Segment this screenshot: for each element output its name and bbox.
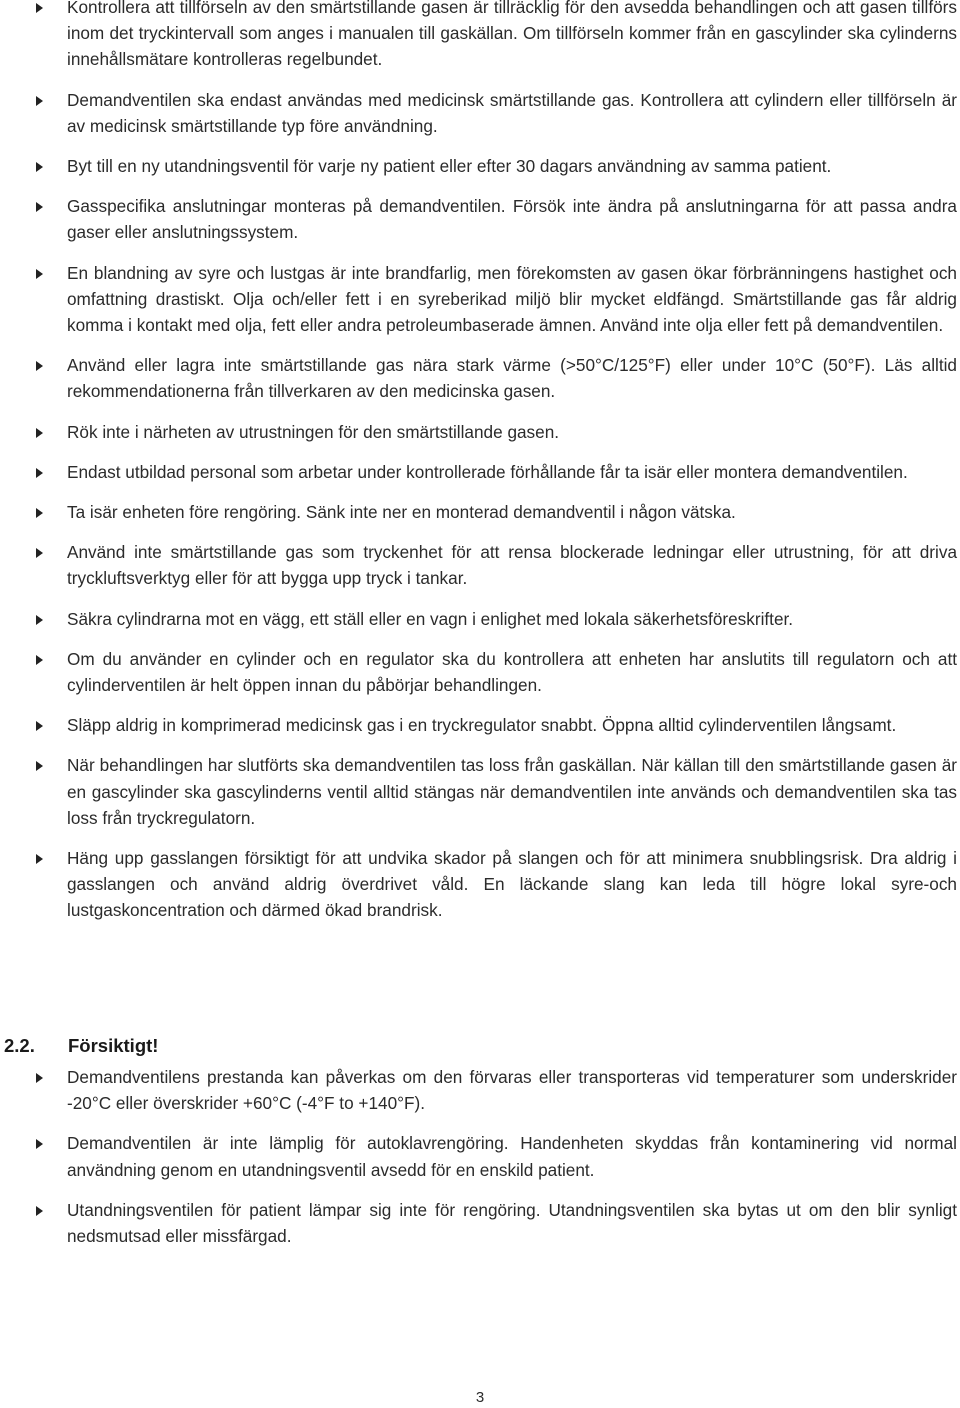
triangle-bullet-icon	[36, 548, 43, 558]
list-item-text: Säkra cylindrarna mot en vägg, ett ställ eller en vagn i enlighet med lokala säkerhetsföreskrifter.	[67, 608, 794, 629]
triangle-bullet-icon	[36, 854, 43, 864]
triangle-bullet-icon	[36, 508, 43, 518]
triangle-bullet-icon	[36, 1139, 43, 1149]
list-item	[0, 499, 960, 525]
list-item-text: Ta isär enheten före rengöring. Sänk inte ner en monterad demandventil i någon vätska.	[67, 502, 736, 523]
section-heading	[4, 1035, 158, 1057]
triangle-bullet-icon	[36, 202, 43, 212]
triangle-bullet-icon	[36, 1073, 43, 1083]
triangle-bullet-icon	[36, 269, 43, 279]
list-item-text: Om du använder en cylinder och en regulator ska du kontrollera att enheten har anslutits till regulatorn och att cylinderventilen är helt öppen innan du påbörjar behandlingen.	[67, 648, 957, 696]
section-title: Försiktigt!	[68, 1035, 159, 1056]
list-item-text: En blandning av syre och lustgas är inte brandfarlig, men förekomsten av gasen ökar förbränningens hastighet och omfattning drastiskt. Olja och/eller fett i en syreberikad miljö blir mycket eldfängd. Smärtstillande gas får aldrig komma i kontakt med olja, fett eller andra petroleumbaserade ämnen. Använd inte olja eller fett på demandventilen.	[67, 262, 957, 336]
list-item	[0, 0, 960, 73]
list-item	[0, 87, 960, 139]
list-item-text: Använd inte smärtstillande gas som tryckenhet för att rensa blockerade ledningar eller utrustning, för att driva tryckluftsverktyg eller för att bygga upp tryck i tankar.	[67, 542, 957, 589]
triangle-bullet-icon	[36, 468, 43, 478]
triangle-bullet-icon	[36, 162, 43, 172]
triangle-bullet-icon	[36, 3, 43, 13]
list-item	[0, 193, 960, 245]
list-item	[0, 1197, 960, 1249]
triangle-bullet-icon	[36, 615, 43, 625]
list-item	[0, 260, 960, 339]
triangle-bullet-icon	[36, 655, 43, 665]
list-item-text: Häng upp gasslangen försiktigt för att undvika skador på slangen och för att minimera snubblingsrisk. Dra aldrig i gasslangen och använd aldrig överdrivet våld. En läckande slang kan leda till högre lokal syre-och lustgaskoncentration och därmed ökad brandrisk.	[67, 848, 957, 921]
page-number: 3	[475, 1389, 485, 1406]
list-item-text: Utandningsventilen för patient lämpar sig inte för rengöring. Utandningsventilen ska bytas ut om den blir synligt nedsmutsad eller missfärgad.	[67, 1199, 957, 1247]
list-item-text: När behandlingen har slutförts ska demandventilen tas loss från gaskällan. När källan till den smärtstillande gasen är en gascylinder ska gascylinderns ventil alltid stängas när demandventilen inte används och demandventilen ska tas loss från tryckregulatorn.	[67, 755, 957, 828]
list-item-text: Rök inte i närheten av utrustningen för den smärtstillande gasen.	[67, 421, 560, 442]
list-item-text: Demandventilens prestanda kan påverkas om den förvaras eller transporteras vid temperaturer som underskrider -20°C eller överskrider +60°C (-4°F to +140°F).	[67, 1067, 957, 1114]
list-item	[0, 539, 960, 591]
triangle-bullet-icon	[36, 1206, 43, 1216]
list-item	[0, 712, 960, 738]
triangle-bullet-icon	[36, 428, 43, 438]
list-item	[0, 1064, 960, 1116]
list-item-text: Kontrollera att tillförseln av den smärtstillande gasen är tillräcklig för den avsedda behandlingen och att gasen tillförs inom det tryckintervall som anges i manualen till gaskällan. Om tillförseln kommer från en gascylinder ska cylinderns innehållsmätare kontrolleras regelbundet.	[67, 0, 957, 70]
list-item-text: Demandventilen ska endast användas med medicinsk smärtstillande gas. Kontrollera att cylindern eller tillförseln är av medicinsk smärtstillande typ före användning.	[67, 89, 957, 136]
triangle-bullet-icon	[36, 721, 43, 731]
list-item-text: Demandventilen är inte lämplig för autoklavrengöring. Handenheten skyddas från kontaminering vid normal användning genom en utandningsventil avsedd för en enskild patient.	[67, 1133, 957, 1180]
list-item-text: Gasspecifika anslutningar monteras på demandventilen. Försök inte ändra på anslutningarna för att passa andra gaser eller anslutningssystem.	[67, 196, 957, 243]
list-item	[0, 459, 960, 485]
section-number: 2.2.	[4, 1035, 35, 1056]
list-item	[0, 153, 960, 179]
caution-list	[0, 1064, 960, 1263]
list-item-text: Endast utbildad personal som arbetar under kontrollerade förhållande får ta isär eller montera demandventilen.	[67, 461, 908, 482]
triangle-bullet-icon	[36, 361, 43, 371]
list-item	[0, 646, 960, 698]
list-item-text: Byt till en ny utandningsventil för varje ny patient eller efter 30 dagars användning av samma patient.	[67, 156, 832, 177]
list-item	[0, 606, 960, 632]
triangle-bullet-icon	[36, 96, 43, 106]
list-item	[0, 752, 960, 831]
list-item	[0, 352, 960, 404]
list-item	[0, 845, 960, 924]
list-item	[0, 419, 960, 445]
list-item	[0, 1130, 960, 1182]
list-item-text: Släpp aldrig in komprimerad medicinsk gas i en tryckregulator snabbt. Öppna alltid cylinderventilen långsamt.	[67, 715, 897, 736]
list-item-text: Använd eller lagra inte smärtstillande gas nära stark värme (>50°C/125°F) eller under 10°C (50°F). Läs alltid rekommendationerna från tillverkaren av den medicinska gasen.	[67, 355, 957, 402]
triangle-bullet-icon	[36, 761, 43, 771]
